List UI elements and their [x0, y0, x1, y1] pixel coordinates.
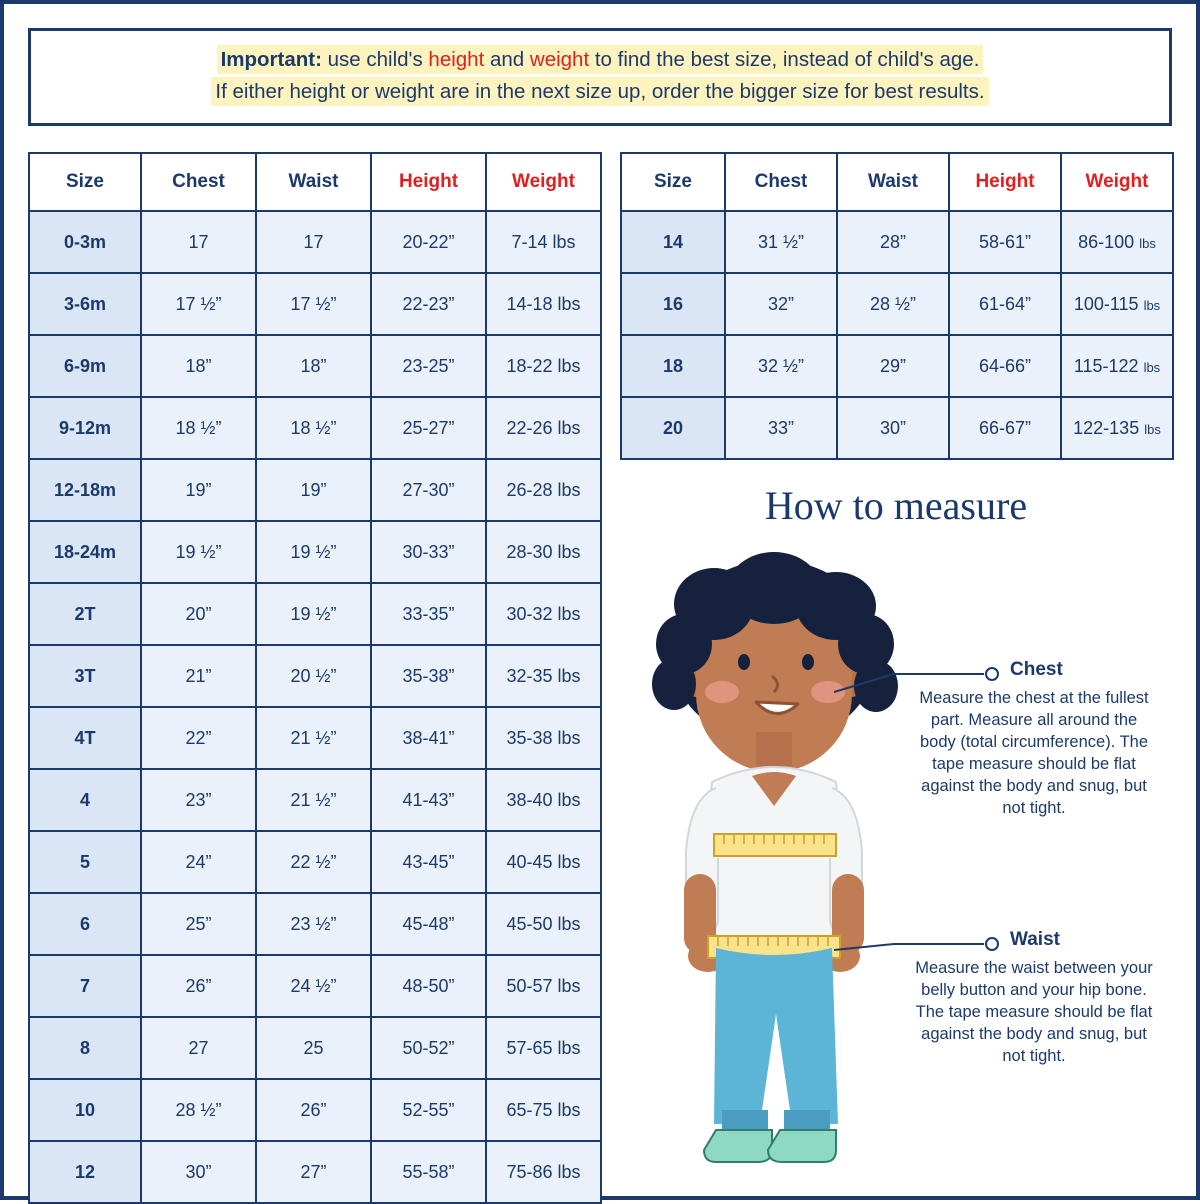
table-row — [29, 831, 601, 893]
table-row — [29, 1141, 601, 1203]
banner-height-word: height — [428, 48, 485, 71]
table-row — [29, 769, 601, 831]
cell-chest: 20” — [141, 583, 256, 645]
cell-weight: 28-30 lbs — [486, 521, 601, 583]
column-header-height: Height — [371, 153, 486, 211]
cell-size: 4T — [29, 707, 141, 769]
cell-size: 10 — [29, 1079, 141, 1141]
table-row — [29, 459, 601, 521]
weight-unit: lbs — [1144, 421, 1161, 437]
column-header-height: Height — [949, 153, 1061, 211]
cell-size: 2T — [29, 583, 141, 645]
cell-weight: 75-86 lbs — [486, 1141, 601, 1203]
cell-size: 16 — [621, 273, 725, 335]
important-banner — [28, 28, 1172, 126]
size-table-left — [28, 152, 602, 1204]
cell-waist: 21 ½” — [256, 707, 371, 769]
how-to-measure-title: How to measure — [764, 483, 1028, 528]
table-row — [29, 273, 601, 335]
table-row — [29, 955, 601, 1017]
cell-weight: 38-40 lbs — [486, 769, 601, 831]
table-row — [29, 397, 601, 459]
cell-size: 9-12m — [29, 397, 141, 459]
cell-size: 3T — [29, 645, 141, 707]
waist-callout-label: Waist — [1010, 929, 1060, 950]
cell-height: 48-50” — [371, 955, 486, 1017]
cell-waist: 28” — [837, 211, 949, 273]
cell-waist: 27” — [256, 1141, 371, 1203]
cell-waist: 17 — [256, 211, 371, 273]
cell-chest: 18” — [141, 335, 256, 397]
cell-height: 35-38” — [371, 645, 486, 707]
cell-waist: 19 ½” — [256, 583, 371, 645]
cell-weight: 22-26 lbs — [486, 397, 601, 459]
column-header-weight: Weight — [1061, 153, 1173, 211]
cell-height: 61-64” — [949, 273, 1061, 335]
cell-height: 30-33” — [371, 521, 486, 583]
cell-height: 33-35” — [371, 583, 486, 645]
column-header-weight: Weight — [486, 153, 601, 211]
banner-line-1 — [41, 45, 1159, 75]
cell-chest: 28 ½” — [141, 1079, 256, 1141]
cell-weight: 7-14 lbs — [486, 211, 601, 273]
cell-waist: 17 ½” — [256, 273, 371, 335]
cell-waist: 26” — [256, 1079, 371, 1141]
eye-right-icon — [802, 654, 814, 670]
cell-waist: 18” — [256, 335, 371, 397]
cell-weight: 50-57 lbs — [486, 955, 601, 1017]
cell-chest: 23” — [141, 769, 256, 831]
cell-waist: 25 — [256, 1017, 371, 1079]
cell-size: 0-3m — [29, 211, 141, 273]
table-row — [621, 273, 1173, 335]
cell-weight: 26-28 lbs — [486, 459, 601, 521]
table-row — [621, 397, 1173, 459]
cell-height: 55-58” — [371, 1141, 486, 1203]
column-header-waist: Waist — [256, 153, 371, 211]
cell-weight — [1061, 397, 1173, 459]
banner-line-2 — [41, 77, 1159, 107]
cell-waist: 23 ½” — [256, 893, 371, 955]
cell-size: 14 — [621, 211, 725, 273]
cell-height: 64-66” — [949, 335, 1061, 397]
chest-callout-label: Chest — [1010, 659, 1063, 680]
eye-left-icon — [738, 654, 750, 670]
cell-size: 3-6m — [29, 273, 141, 335]
weight-value: 86-100 — [1078, 231, 1135, 252]
child-illustration — [604, 544, 944, 1184]
weight-value: 122-135 — [1073, 417, 1140, 438]
cell-height: 23-25” — [371, 335, 486, 397]
cell-chest: 17 ½” — [141, 273, 256, 335]
cell-waist: 19 ½” — [256, 521, 371, 583]
cell-chest: 32 ½” — [725, 335, 837, 397]
cell-chest: 19” — [141, 459, 256, 521]
weight-unit: lbs — [1143, 297, 1161, 313]
size-table-right — [620, 152, 1174, 460]
table-row — [29, 893, 601, 955]
cell-chest: 18 ½” — [141, 397, 256, 459]
cell-weight: 30-32 lbs — [486, 583, 601, 645]
chest-callout — [914, 659, 1154, 819]
cell-height: 38-41” — [371, 707, 486, 769]
table-row — [29, 211, 601, 273]
cell-waist: 29” — [837, 335, 949, 397]
cell-chest: 25” — [141, 893, 256, 955]
column-header-size: Size — [29, 153, 141, 211]
column-header-size: Size — [621, 153, 725, 211]
cell-weight: 14-18 lbs — [486, 273, 601, 335]
pants — [714, 948, 838, 1124]
cell-height: 66-67” — [949, 397, 1061, 459]
cell-size: 6 — [29, 893, 141, 955]
banner-important-label: Important: — [220, 48, 322, 71]
cell-chest: 24” — [141, 831, 256, 893]
banner-line-2-text: If either height or weight are in the next size up, order the bigger size for best results. — [211, 77, 988, 106]
cell-size: 12 — [29, 1141, 141, 1203]
table-row — [621, 211, 1173, 273]
table-row — [621, 335, 1173, 397]
waist-callout — [914, 929, 1154, 1067]
cell-chest: 32” — [725, 273, 837, 335]
cell-waist: 18 ½” — [256, 397, 371, 459]
cell-waist: 20 ½” — [256, 645, 371, 707]
cell-size: 8 — [29, 1017, 141, 1079]
weight-value: 115-122 — [1073, 355, 1139, 376]
cell-weight — [1061, 211, 1173, 273]
column-header-chest: Chest — [141, 153, 256, 211]
column-header-waist: Waist — [837, 153, 949, 211]
banner-text-c: to find the best size, instead of child's age. — [589, 48, 980, 71]
cell-size: 4 — [29, 769, 141, 831]
cell-weight: 32-35 lbs — [486, 645, 601, 707]
cell-chest: 22” — [141, 707, 256, 769]
table-row — [29, 521, 601, 583]
cell-chest: 31 ½” — [725, 211, 837, 273]
cell-weight: 65-75 lbs — [486, 1079, 601, 1141]
weight-value: 100-115 — [1073, 293, 1139, 314]
cell-weight: 45-50 lbs — [486, 893, 601, 955]
weight-unit: lbs — [1143, 359, 1161, 375]
cell-height: 22-23” — [371, 273, 486, 335]
cell-size: 18-24m — [29, 521, 141, 583]
cell-height: 41-43” — [371, 769, 486, 831]
shoe-left — [704, 1130, 772, 1162]
cell-weight — [1061, 273, 1173, 335]
cell-height: 20-22” — [371, 211, 486, 273]
cell-size: 18 — [621, 335, 725, 397]
banner-weight-word: weight — [529, 48, 590, 71]
table-row — [29, 335, 601, 397]
cell-height: 52-55” — [371, 1079, 486, 1141]
cell-chest: 21” — [141, 645, 256, 707]
column-header-chest: Chest — [725, 153, 837, 211]
cell-height: 45-48” — [371, 893, 486, 955]
cell-chest: 33” — [725, 397, 837, 459]
cell-waist: 30” — [837, 397, 949, 459]
cell-height: 58-61” — [949, 211, 1061, 273]
table-row — [29, 1079, 601, 1141]
table-row — [29, 583, 601, 645]
cell-height: 27-30” — [371, 459, 486, 521]
cell-height: 43-45” — [371, 831, 486, 893]
table-row — [29, 645, 601, 707]
cell-weight: 35-38 lbs — [486, 707, 601, 769]
cell-waist: 24 ½” — [256, 955, 371, 1017]
cell-waist: 21 ½” — [256, 769, 371, 831]
table-row — [29, 1017, 601, 1079]
cell-height: 25-27” — [371, 397, 486, 459]
shoe-right — [768, 1130, 836, 1162]
cell-size: 20 — [621, 397, 725, 459]
cell-chest: 17 — [141, 211, 256, 273]
table-header-row — [621, 153, 1173, 211]
waist-callout-text: Measure the waist between your belly button and your hip bone. The tape measure should be flat against the body and snug, but not tight. — [915, 959, 1153, 1065]
cell-chest: 30” — [141, 1141, 256, 1203]
cell-waist: 22 ½” — [256, 831, 371, 893]
weight-unit: lbs — [1139, 235, 1156, 251]
cell-weight: 18-22 lbs — [486, 335, 601, 397]
chest-callout-text: Measure the chest at the fullest part. Measure all around the body (total circumference). The tape measure should be flat against the body and snug, but not tight. — [919, 689, 1149, 817]
chest-tape-measure — [714, 834, 836, 856]
cell-size: 5 — [29, 831, 141, 893]
cell-size: 6-9m — [29, 335, 141, 397]
banner-text-b: and — [484, 48, 530, 71]
cell-height: 50-52” — [371, 1017, 486, 1079]
cell-size: 7 — [29, 955, 141, 1017]
cell-waist: 19” — [256, 459, 371, 521]
cell-chest: 26” — [141, 955, 256, 1017]
banner-text-a: use child's — [321, 48, 429, 71]
table-header-row — [29, 153, 601, 211]
cell-weight: 57-65 lbs — [486, 1017, 601, 1079]
cell-weight — [1061, 335, 1173, 397]
cell-chest: 19 ½” — [141, 521, 256, 583]
table-row — [29, 707, 601, 769]
cell-weight: 40-45 lbs — [486, 831, 601, 893]
cell-size: 12-18m — [29, 459, 141, 521]
cell-waist: 28 ½” — [837, 273, 949, 335]
cell-chest: 27 — [141, 1017, 256, 1079]
